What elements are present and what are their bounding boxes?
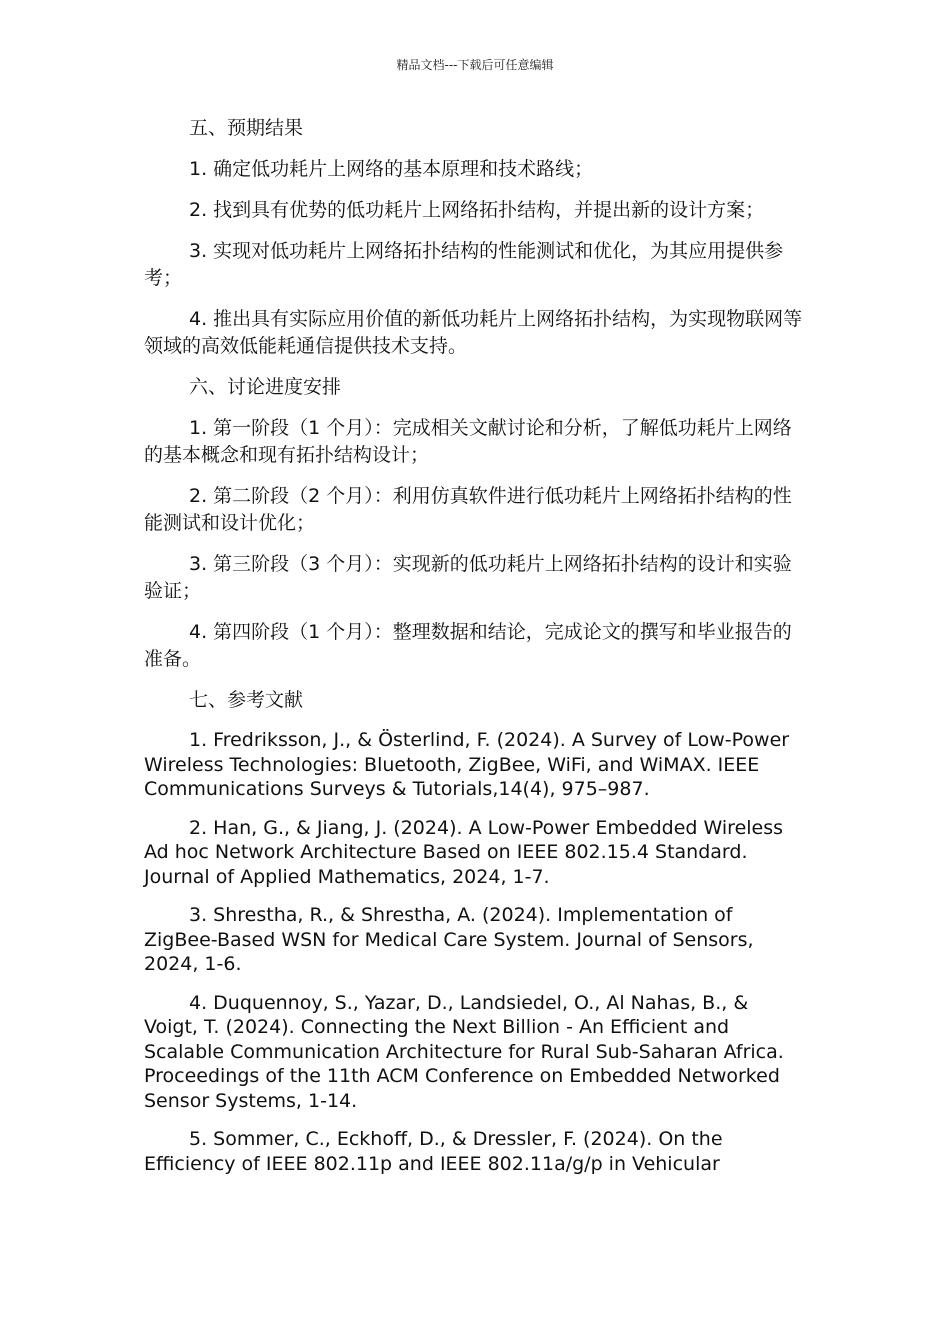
list-item: 1. 第一阶段（1 个月）：完成相关文献讨论和分析，了解低功耗片上网络的基本概念和现有拓扑结构设计；	[144, 417, 792, 466]
section-heading-schedule: 六、讨论进度安排	[189, 376, 342, 398]
document-body	[144, 115, 806, 1190]
list-item: 2. 找到具有优势的低功耗片上网络拓扑结构，并提出新的设计方案；	[189, 199, 765, 221]
reference-item: 1. Fredriksson, J., & Österlind, F. (2024). A Survey of Low-Power Wireless Technologies: Bluetooth, ZigBee, WiFi, and WiMAX. IEEE Communications Surveys & Tutorials,14(4), 975–987.	[144, 729, 790, 800]
reference-item: 2. Han, G., & Jiang, J. (2024). A Low-Power Embedded Wireless Ad hoc Network Architecture Based on IEEE 802.15.4 Standard. Journal of Applied Mathematics, 2024, 1-7.	[144, 816, 784, 888]
reference-item: 4. Duquennoy, S., Yazar, D., Landsiedel, O., Al Nahas, B., & Voigt, T. (2024). Connecting the Next Billion - An Efficient and Scalable Communication Architecture for Rural Sub-Saharan Africa. Proceedings of the 11th ACM Conference on Embedded Networked Sensor Systems, 1-14.	[144, 991, 784, 1112]
section-heading-references: 七、参考文献	[189, 689, 304, 711]
list-item: 2. 第二阶段（2 个月）：利用仿真软件进行低功耗片上网络拓扑结构的性能测试和设计优化；	[144, 485, 792, 534]
list-item: 4. 第四阶段（1 个月）：整理数据和结论，完成论文的撰写和毕业报告的准备。	[144, 621, 792, 670]
list-item: 3. 实现对低功耗片上网络拓扑结构的性能测试和优化，为其应用提供参考；	[144, 240, 784, 289]
section-heading-expected-results: 五、预期结果	[189, 117, 304, 139]
reference-item: 5. Sommer, C., Eckhoff, D., & Dressler, F. (2024). On the Efficiency of IEEE 802.11p and IEEE 802.11a/g/p in Vehicular	[144, 1128, 723, 1175]
list-item: 4. 推出具有实际应用价值的新低功耗片上网络拓扑结构，为实现物联网等领域的高效低能耗通信提供技术支持。	[144, 308, 803, 357]
list-item: 3. 第三阶段（3 个月）：实现新的低功耗片上网络拓扑结构的设计和实验验证；	[144, 553, 792, 602]
list-item: 1. 确定低功耗片上网络的基本原理和技术路线；	[189, 158, 594, 180]
reference-item: 3. Shrestha, R., & Shrestha, A. (2024). Implementation of ZigBee-Based WSN for Medical Care System. Journal of Sensors, 2024, 1-6.	[144, 904, 754, 975]
page-header: 精品文档---下载后可任意编辑	[396, 58, 554, 72]
